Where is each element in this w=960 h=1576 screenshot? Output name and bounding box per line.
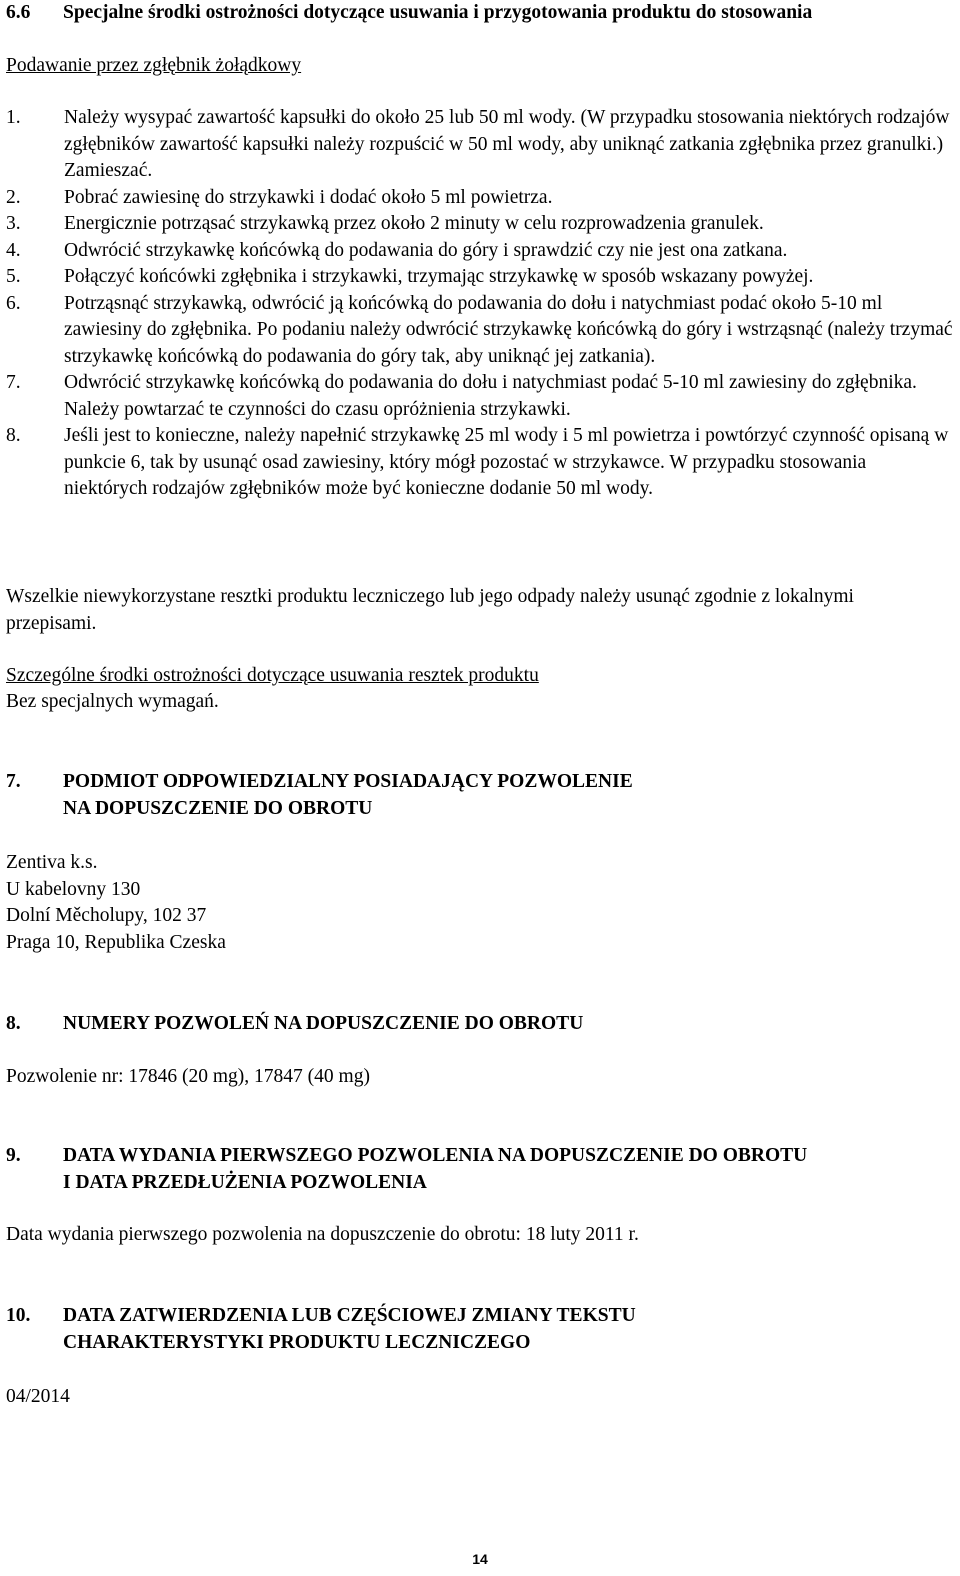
list-item-number: 7. (6, 372, 21, 393)
section-title-line: PODMIOT ODPOWIEDZIALNY POSIADAJĄCY POZWOLENIE (63, 771, 633, 792)
list-item-number: 2. (6, 186, 21, 208)
permit-numbers: Pozwolenie nr: 17846 (20 mg), 17847 (40 mg) (6, 1066, 370, 1087)
section-number: 9. (6, 1145, 21, 1166)
list-item-number: 3. (6, 213, 21, 234)
list-item-number: 6. (6, 292, 21, 314)
section-title (63, 769, 954, 822)
section-title-line: DATA WYDANIA PIERWSZEGO POZWOLENIA NA DOPUSZCZENIE DO OBROTU (63, 1145, 808, 1166)
list-item-number: 5. (6, 266, 21, 287)
subheading-text: Szczególne środki ostrożności dotyczące usuwania resztek produktu (6, 665, 539, 686)
section-10-heading (6, 1303, 954, 1356)
residue-text: Bez specjalnych wymagań. (6, 691, 219, 712)
section-title (63, 1143, 954, 1196)
first-permit-date: Data wydania pierwszego pozwolenia na dopuszczenie do obrotu: 18 luty 2011 r. (6, 1224, 639, 1245)
list-item-text: Energicznie potrząsać strzykawką przez około 2 minuty w celu rozprowadzenia granulek. (64, 213, 764, 234)
section-number: 10. (6, 1305, 31, 1326)
list-item (6, 211, 954, 238)
list-item (6, 423, 954, 503)
list-item-number: 4. (6, 239, 21, 261)
list-item (6, 370, 954, 423)
list-item-text: Pobrać zawiesinę do strzykawki i dodać około 5 ml powietrza. (64, 186, 553, 208)
list-item-text: Odwrócić strzykawkę końcówką do podawania do dołu i natychmiast podać 5-10 ml zawiesiny do zgłębnika. Należy powtarzać te czynności do czasu opróżnienia strzykawki. (64, 372, 917, 420)
list-item-text: Odwrócić strzykawkę końcówką do podawania do góry i sprawdzić czy nie jest ona zatkana. (64, 239, 788, 261)
section-6-6-heading (6, 0, 954, 27)
list-item-text: Jeśli jest to konieczne, należy napełnić strzykawkę 25 ml wody i 5 ml powietrza i powtórzyć czynność opisaną w punkcie 6, tak by usunąć osad zawiesiny, który mógł pozostać w strzykawce. W przypadku stosowania niektórych rodzajów zgłębników może być konieczne dodanie 50 ml wody. (64, 425, 949, 499)
page-number: 14 (472, 1551, 488, 1567)
subheading-tube-feeding (6, 53, 954, 80)
address-line: Dolní Měcholupy, 102 37 (6, 905, 207, 926)
list-item-text: Należy wysypać zawartość kapsułki do około 25 lub 50 ml wody. (W przypadku stosowania niektórych rodzajów zgłębników zawartość kapsułki należy rozpuścić w 50 ml wody, aby uniknąć zatkania zgłębnika przez granulki.) Zamieszać. (64, 107, 950, 181)
subheading-text: Podawanie przez zgłębnik żołądkowy (6, 55, 302, 76)
section-number: 6.6 (6, 2, 31, 23)
list-item (6, 105, 954, 185)
list-item (6, 238, 954, 265)
section-number: 8. (6, 1013, 21, 1034)
address-line: Praga 10, Republika Czeska (6, 931, 226, 953)
section-number: 7. (6, 771, 21, 792)
section-title (63, 1303, 954, 1356)
address-line: Zentiva k.s. (6, 852, 98, 873)
section-title-line: CHARAKTERYSTYKI PRODUKTU LECZNICZEGO (63, 1331, 531, 1353)
disposal-paragraph: Wszelkie niewykorzystane resztki produktu leczniczego lub jego odpady należy usunąć zgodnie z lokalnymi przepisami. (6, 586, 854, 634)
list-item-text: Potrząsnąć strzykawką, odwrócić ją końcówką do podawania do dołu i natychmiast podać około 5-10 ml zawiesiny do zgłębnika. Po podaniu należy odwrócić strzykawkę końcówką do góry i wstrząsnąć (należy trzymać strzykawkę końcówką do podawania do góry tak, aby uniknąć jej zatkania). (64, 292, 953, 367)
section-title: NUMERY POZWOLEŃ NA DOPUSZCZENIE DO OBROTU (63, 1013, 584, 1034)
list-item (6, 185, 954, 212)
list-item (6, 264, 954, 291)
section-title-line: DATA ZATWIERDZENIA LUB CZĘŚCIOWEJ ZMIANY TEKSTU (63, 1305, 636, 1326)
revision-date: 04/2014 (6, 1386, 70, 1407)
list-item-number: 8. (6, 425, 21, 446)
section-title-line: NA DOPUSZCZENIE DO OBROTU (63, 797, 373, 819)
section-8-heading (6, 1011, 954, 1038)
list-item (6, 291, 954, 371)
address-block (6, 850, 954, 956)
section-title: Specjalne środki ostrożności dotyczące usuwania i przygotowania produktu do stosowania (63, 2, 813, 23)
list-item-text: Połączyć końcówki zgłębnika i strzykawki, trzymając strzykawkę w sposób wskazany powyżej. (64, 266, 814, 287)
steps-list (6, 105, 954, 503)
section-9-heading (6, 1143, 954, 1196)
list-item-number: 1. (6, 107, 21, 128)
section-title-line: I DATA PRZEDŁUŻENIA POZWOLENIA (63, 1171, 427, 1193)
section-7-heading (6, 769, 954, 822)
address-line: U kabelovny 130 (6, 878, 141, 900)
subheading-residue (6, 663, 954, 690)
